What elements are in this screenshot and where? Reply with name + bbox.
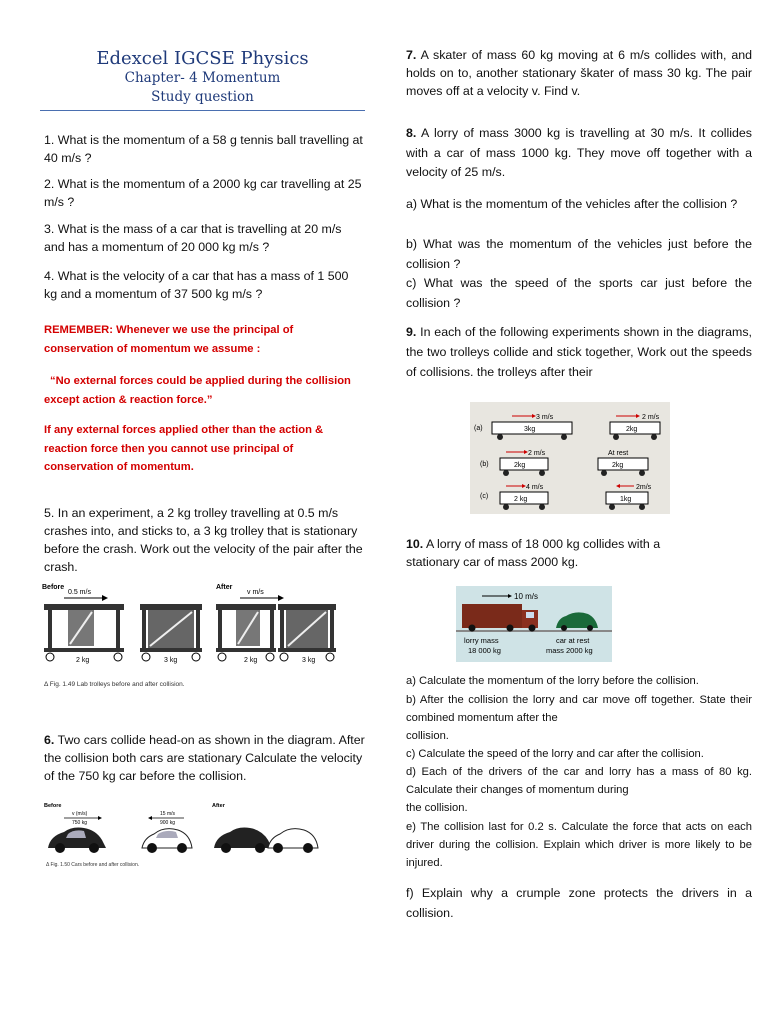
question-6-text: Two cars collide head-on as shown in the diagram. After the collision both cars are stationary Calculate the velocity of the 750 kg car before the collision. [44,733,365,783]
fig1-speed-before: 0.5 m/s [68,589,91,596]
question-10c: c) Calculate the speed of the lorry and car after the collision. [406,748,704,760]
remember-warning: If any external forces applied other than the action & reaction force then you cannot use principal of conservation of momentum. [44,424,324,473]
question-2: 2. What is the momentum of a 2000 kg car travelling at 25 m/s ? [44,177,362,209]
question-8c: c) What was the speed of the sports car just before the collision ? [406,276,752,310]
fig4-car-mass: mass 2000 kg [546,646,593,655]
trolley-experiments-figure [470,402,670,514]
fig3-c-m1: 2 kg [514,496,528,503]
fig3-b-v2: At rest [608,450,629,457]
question-7 [406,46,752,100]
car-900kg [142,829,192,853]
car-collision-figure [42,800,332,872]
fig3-label-a: (a) [474,425,483,432]
question-10d-cont: the collision. [406,802,468,814]
fig3-c-v1: 4 m/s [526,484,544,491]
remember-quote: “No external forces could be applied during the collision except action & reaction force.” [44,375,351,406]
fig2-after-label: After [212,803,225,809]
trolleys-after [216,604,336,661]
fig3-a-v2: 2 m/s [642,414,660,421]
fig3-b-v1: 2 m/s [528,450,546,457]
fig3-a-m1: 3kg [524,426,536,433]
question-7-number: 7. [406,48,417,62]
question-10b-cont: collision. [406,730,449,742]
question-3: 3. What is the mass of a car that is travelling at 20 m/s and has a momentum of 20 000 kg m/s ? [44,222,342,254]
trolley-collision-figure [40,580,340,692]
fig2-caption: Δ Fig. 1.50 Cars before and after collision. [46,862,140,868]
fig1-mass-1: 2 kg [76,657,90,664]
page-title: Edexcel IGCSE Physics [96,48,309,69]
question-8a: a) What is the momentum of the vehicles after the collision ? [406,197,738,211]
question-10f: f) Explain why a crumple zone protects the drivers in a collision. [406,886,752,920]
fig3-label-c: (c) [480,493,489,500]
fig3-c-v2: 2m/s [636,484,652,491]
fig3-a-v1: 3 m/s [536,414,554,421]
trolley-2kg-before [44,604,124,661]
fig2-m1: 750 kg [72,820,88,826]
question-1: 1. What is the momentum of a 58 g tennis ball travelling at 40 m/s ? [44,133,363,165]
fig1-caption: Δ Fig. 1.49 Lab trolleys before and after collision. [44,681,185,688]
header-divider [40,110,365,111]
question-6-number: 6. [44,733,55,747]
question-10-text: A lorry of mass of 18 000 kg collides with a stationary car of mass 2000 kg. [406,537,661,569]
trolley-3kg-before [140,604,202,661]
chapter-title: Chapter- 4 Momentum [124,70,281,86]
fig3-b-m1: 2kg [514,462,526,469]
question-7-text: A skater of mass 60 kg moving at 6 m/s collides with, and holds on to, another stationary škater of mass 30 kg. The pair moves off at a velocity v. Find v. [406,48,752,98]
question-9 [406,322,752,382]
fig3-a-m2: 2kg [626,426,638,433]
fig3-c-m2: 1kg [620,496,632,503]
fig2-v1: v (m/s) [72,811,88,817]
question-10-number: 10. [406,537,424,551]
fig4-lorry-mass: 18 000 kg [468,646,501,655]
fig1-mass-4: 3 kg [302,657,316,664]
question-9-number: 9. [406,325,417,339]
fig4-car-label: car at rest [556,636,590,645]
car-750kg [48,828,106,854]
fig4-speed: 10 m/s [514,592,539,601]
question-9-text: In each of the following experiments shown in the diagrams, the two trolleys collide and stick together, Work out the speeds of collisions. the trolleys after their [406,325,752,379]
fig1-mass-2: 3 kg [164,657,178,664]
question-5-number: 5. [44,506,55,520]
fig1-after-label: After [216,584,233,591]
question-6 [44,731,366,785]
question-10d: d) Each of the drivers of the car and lorry has a mass of 80 kg. Calculate their changes of momentum during [406,766,752,796]
question-5-text: In an experiment, a 2 kg trolley travelling at 0.5 m/s crashes into, and sticks to, a 3 kg trolley that is stationary before the crash. Work out the velocity of the pair after the crash. [44,506,363,574]
question-8b: b) What was the momentum of the vehicles just before the collision ? [406,237,752,271]
fig4-lorry-label: lorry mass [464,636,499,645]
fig2-m2: 900 kg [160,820,176,826]
fig1-mass-3: 2 kg [244,657,258,664]
question-10e: e) The collision last for 0.2 s. Calculate the force that acts on each driver during the collision. Explain which driver is more likely to be injured. [406,821,752,869]
remember-note: REMEMBER: Whenever we use the principal of conservation of momentum we assume : [44,324,294,355]
cars-after [214,828,318,854]
fig3-b-m2: 2kg [612,462,624,469]
question-4: 4. What is the velocity of a car that has a mass of 1 500 kg and a momentum of 37 500 kg m/s ? [44,269,349,301]
question-8 [406,124,752,183]
question-8-number: 8. [406,126,417,140]
fig2-v2: 15 m/s [160,811,176,817]
question-10b: b) After the collision the lorry and car move off together. State their combined momentum after the [406,694,752,724]
question-10 [406,535,706,571]
question-10a: a) Calculate the momentum of the lorry before the collision. [406,675,699,687]
fig1-speed-after: v m/s [247,589,264,596]
lorry-car-figure [456,586,612,662]
fig2-before-label: Before [44,803,62,809]
fig1-before-label: Before [42,584,65,591]
fig3-label-b: (b) [480,461,489,468]
page-subtitle: Study question [151,89,254,105]
question-8-text: A lorry of mass 3000 kg is travelling at 30 m/s. It collides with a car of mass 1000 kg. They move off together with a velocity of 25 m/s. [406,126,752,179]
question-5 [44,504,366,576]
